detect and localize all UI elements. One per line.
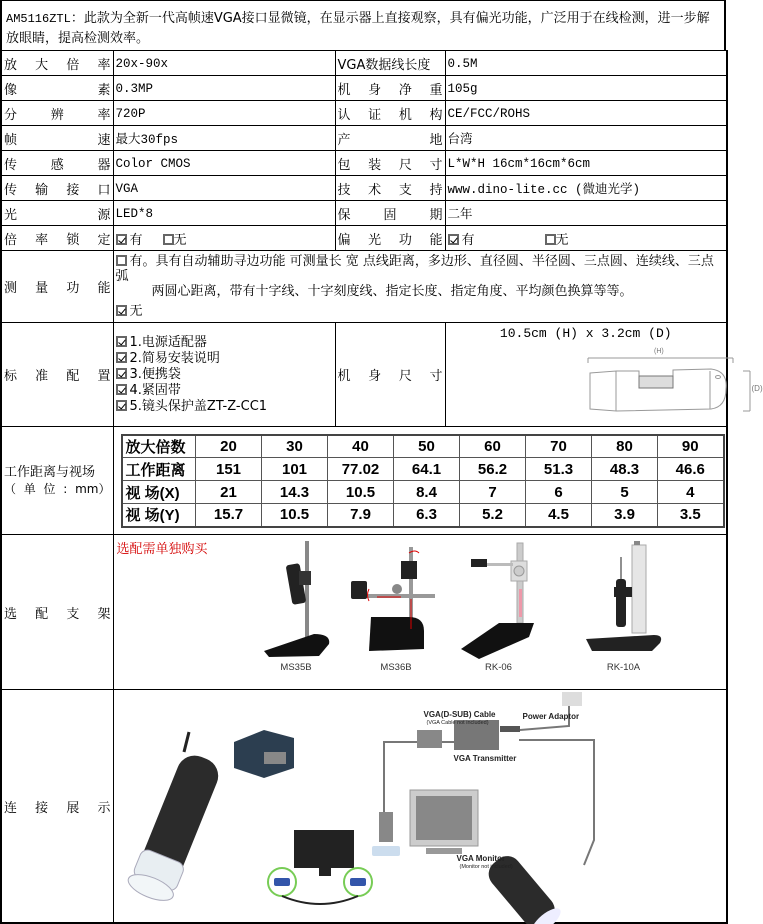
cable-label: VGA(D-SUB) Cable	[423, 710, 496, 719]
connection-diagram	[114, 690, 727, 922]
field-label: VGA数据线长度	[337, 57, 431, 73]
polarizer-no-checkbox[interactable]	[545, 234, 556, 245]
wd-unit-label: （ 单 位 : mm）	[4, 481, 111, 496]
field-label: 帧 速	[4, 132, 111, 148]
field-label: 偏 光 功 能	[337, 232, 443, 248]
spec-value: 台湾	[447, 133, 473, 147]
stand-rk06	[459, 539, 539, 673]
table-header-row: 放大倍数 20 30 40 50 60 70 80 90	[122, 435, 724, 458]
field-label: 分 辨 率	[4, 107, 111, 123]
microscope-outline-icon	[446, 341, 728, 419]
zoom-lock-yes-checkbox[interactable]	[116, 234, 127, 245]
table-row: 工作距离 151 101 77.02 64.1 56.2 51.3 48.3 46.6	[122, 458, 724, 481]
body-dimension-diagram: 10.5cm (H) x 3.2cm (D) (H) (D)	[446, 326, 727, 426]
stand-ms35b	[259, 539, 334, 673]
spec-value: LED*8	[115, 206, 154, 221]
spec-row	[1, 176, 727, 201]
product-intro	[0, 0, 726, 50]
working-distance-row	[1, 427, 727, 535]
purchase-note: 选配需单独购买	[116, 542, 208, 557]
config-item-checkbox[interactable]	[116, 384, 127, 395]
stand-caption: MS36B	[380, 662, 412, 673]
config-item-checkbox[interactable]	[116, 400, 127, 411]
spec-value: 最大30fps	[115, 133, 179, 147]
stand-caption: RK-06	[485, 662, 512, 673]
config-item-checkbox[interactable]	[116, 352, 127, 363]
spec-row	[1, 101, 727, 126]
field-label: 倍 率 锁 定	[4, 232, 111, 248]
stand-rk10a	[584, 539, 664, 673]
spec-value: CE/FCC/ROHS	[447, 106, 531, 121]
spec-row	[1, 51, 727, 76]
field-label: 光 源	[4, 207, 111, 223]
table-row: 视 场(X) 21 14.3 10.5 8.4 7 6 5 4	[122, 481, 724, 504]
spec-value: L*W*H 16cm*16cm*6cm	[447, 156, 591, 171]
polarizer-yes-checkbox[interactable]	[448, 234, 459, 245]
field-label: 测 量 功 能	[4, 281, 111, 296]
optional-stands-row	[1, 535, 727, 690]
lock-polarizer-row: 倍 率 锁 定 有 无 偏 光 功 能 有 无	[1, 226, 727, 251]
measure-description: 有。具有自动辅助寻边功能 可测量长 宽 点线距离，多边形、直径圆、半径圆、三点圆、连续线、三点弧	[115, 254, 714, 284]
config-item: 2.简易安装说明	[116, 351, 333, 367]
field-label: 保 固 期	[337, 207, 443, 223]
spec-value: Color CMOS	[115, 156, 191, 171]
measure-description-cont: 两圆心距离，带有十字线、十字刻度线、指定长度、指定角度、平均颜色换算等等。	[151, 284, 633, 299]
spec-value: VGA	[115, 181, 139, 196]
wd-label: 工作距离与视场	[4, 464, 96, 480]
spec-row	[1, 76, 727, 101]
spec-value: 105g	[447, 81, 478, 96]
field-label: 机 身 尺 寸	[337, 369, 443, 384]
spec-value: 二年	[447, 208, 473, 222]
svg-text:(H): (H)	[653, 348, 664, 355]
table-row: 视 场(Y) 15.7 10.5 7.9 6.3 5.2 4.5 3.9 3.5	[122, 504, 724, 527]
field-label: 产 地	[337, 132, 443, 148]
field-label: 机 身 净 重	[337, 82, 443, 98]
intro-text: ：此款为全新一代高帧速VGA接口显微镜，在显示器上直接观察，具有偏光功能，广泛用于在线检测，进一步解放眼睛，提高检测效率。	[6, 11, 710, 46]
stand-ms36b	[349, 539, 444, 673]
zoom-lock-no-checkbox[interactable]	[163, 234, 174, 245]
model-number: AM5116ZTL	[6, 12, 71, 26]
spec-value: www.dino-lite.cc (微迪光学)	[447, 183, 641, 197]
spec-value: 20x-90x	[115, 56, 169, 71]
stand-caption: RK-10A	[606, 662, 641, 673]
config-item-checkbox[interactable]	[116, 368, 127, 379]
field-label: 选 配 支 架	[4, 606, 111, 622]
field-label: 技 术 支 持	[337, 182, 443, 198]
cable-note: (VGA Cable not included)	[426, 720, 489, 726]
config-item: 1.电源适配器	[116, 335, 333, 351]
config-item: 5.镜头保护盖ZT-Z-CC1	[116, 399, 333, 415]
config-item-checkbox[interactable]	[116, 336, 127, 347]
body-dimension-value: 10.5cm (H) x 3.2cm (D)	[499, 326, 672, 341]
measure-no-checkbox[interactable]	[116, 305, 127, 316]
field-label: 像 素	[4, 82, 111, 98]
spec-value: 0.3MP	[115, 81, 154, 96]
field-label: 包 装 尺 寸	[337, 157, 443, 173]
power-adaptor-label: Power Adaptor	[522, 712, 580, 721]
measure-yes-checkbox[interactable]	[116, 255, 127, 266]
standard-config-row	[1, 323, 727, 427]
spec-row	[1, 126, 727, 151]
spec-row	[1, 201, 727, 226]
stand-caption: MS35B	[280, 662, 312, 673]
spec-row	[1, 151, 727, 176]
measure-row: 测 量 功 能 有。具有自动辅助寻边功能 可测量长 宽 点线距离，多边形、直径圆、半径圆、三点圆、连续线、三点弧 两圆心距离，带有十字线、十字刻度线、指定长度、指定角度、平均颜色换算等等。 无	[1, 251, 727, 323]
field-label: 认 证 机 构	[337, 107, 443, 123]
field-label: 放 大 倍 率	[4, 57, 111, 73]
spec-value: 720P	[115, 106, 146, 121]
transmitter-label: VGA Transmitter	[453, 754, 517, 763]
spec-value: 0.5M	[447, 56, 478, 71]
field-label: 连 接 展 示	[4, 800, 111, 816]
config-item: 3.便携袋	[116, 367, 333, 383]
field-label: 传 输 接 口	[4, 182, 111, 198]
working-distance-table	[121, 434, 725, 528]
monitor-note: (Monitor not included)	[459, 864, 513, 870]
monitor-label: VGA Monitor	[456, 854, 506, 863]
spec-table	[0, 50, 763, 924]
connection-row	[1, 690, 727, 924]
field-label: 标 准 配 置	[4, 369, 111, 384]
field-label: 传 感 器	[4, 157, 111, 173]
config-item: 4.紧固带	[116, 383, 333, 399]
